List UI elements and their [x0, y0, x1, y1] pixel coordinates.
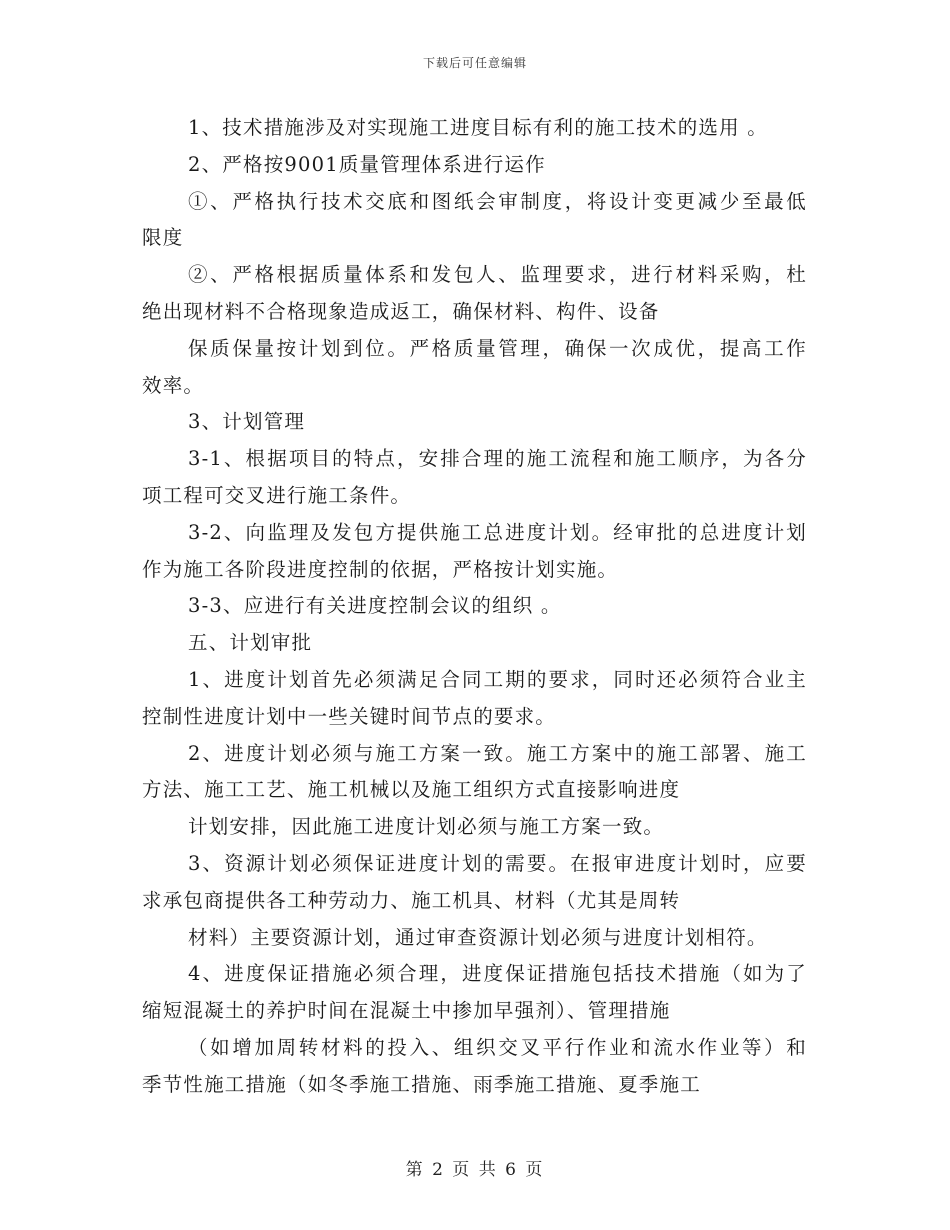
paragraph-line: 效率。 — [142, 373, 205, 397]
paragraph-line: 控制性进度计划中一些关键时间节点的要求。 — [142, 704, 557, 728]
paragraph-line: 绝出现材料不合格现象造成返工，确保材料、构件、设备 — [142, 299, 660, 323]
paragraph-line: ②、严格根据质量体系和发包人、监理要求，进行材料采购，杜 — [188, 263, 807, 287]
header-note: 下载后可任意编辑 — [422, 56, 527, 70]
paragraph-line: 季节性施工措施（如冬季施工措施、雨季施工措施、夏季施工 — [142, 1072, 701, 1096]
paragraph-line: 4、进度保证措施必须合理，进度保证措施包括技术措施（如为了 — [188, 962, 807, 986]
paragraph-line: 材料）主要资源计划，通过审查资源计划必须与进度计划相符。 — [188, 925, 768, 949]
paragraph-line: 方法、施工工艺、施工机械以及施工组织方式直接影响进度 — [142, 778, 681, 802]
paragraph-line: 项工程可交叉进行施工条件。 — [142, 483, 412, 507]
paragraph-line: 计划安排，因此施工进度计划必须与施工方案一致。 — [188, 815, 665, 839]
paragraph-line: 3-3、应进行有关进度控制会议的组织 。 — [188, 594, 562, 618]
paragraph-line: 1、技术措施涉及对实现施工进度目标有利的施工技术的选用 。 — [188, 116, 768, 139]
section-heading: 3、计划管理 — [188, 410, 306, 434]
paragraph-line: 作为施工各阶段进度控制的依据，严格按计划实施。 — [142, 557, 619, 581]
paragraph-line: ①、严格执行技术交底和图纸会审制度，将设计变更减少至最低 — [188, 189, 807, 213]
document-body — [142, 110, 807, 1104]
paragraph-line: （如增加周转材料的投入、组织交叉平行作业和流水作业等）和 — [188, 1035, 807, 1059]
paragraph-line: 2、严格按9001质量管理体系进行运作 — [188, 152, 546, 176]
paragraph-line: 2、进度计划必须与施工方案一致。施工方案中的施工部署、施工 — [188, 741, 807, 765]
page-number: 第 2 页 共 6 页 — [405, 1160, 545, 1180]
paragraph-line: 限度 — [142, 226, 184, 250]
paragraph-line: 缩短混凝土的养护时间在混凝土中掺加早强剂）、管理措施 — [142, 999, 671, 1023]
paragraph-line: 保质保量按计划到位。严格质量管理，确保一次成优，提高工作 — [188, 336, 807, 360]
section-heading: 五、计划审批 — [188, 631, 313, 655]
paragraph-line: 3-2、向监理及发包方提供施工总进度计划。经审批的总进度计划 — [188, 520, 807, 544]
paragraph-line: 求承包商提供各工种劳动力、施工机具、材料（尤其是周转 — [142, 888, 681, 912]
paragraph-line: 3、资源计划必须保证进度计划的需要。在报审进度计划时，应要 — [188, 851, 807, 875]
paragraph-line: 3-1、根据项目的特点，安排合理的施工流程和施工顺序，为各分 — [188, 447, 807, 471]
paragraph-line: 1、进度计划首先必须满足合同工期的要求，同时还必须符合业主 — [188, 667, 807, 691]
